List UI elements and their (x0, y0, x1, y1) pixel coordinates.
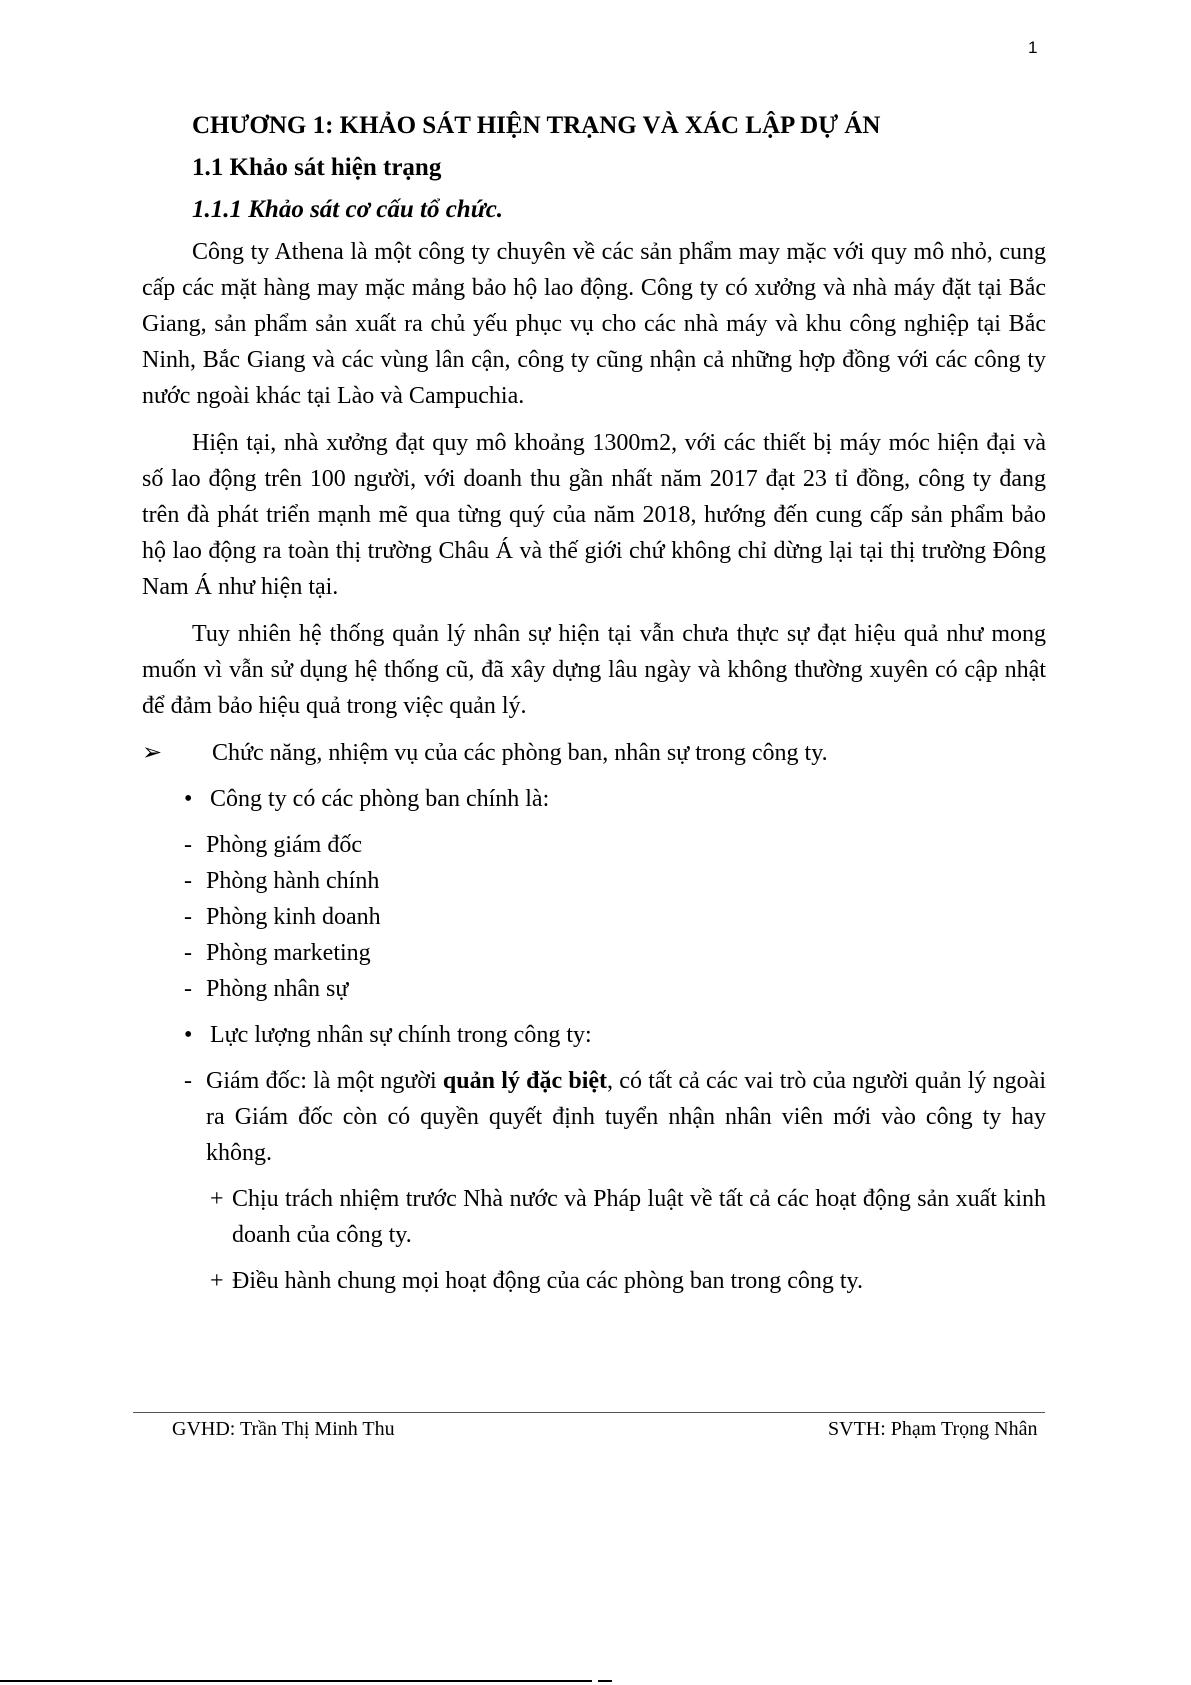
footer-divider (133, 1412, 1045, 1413)
dash-marker: - (184, 1068, 192, 1094)
page-bottom-line-short (598, 1680, 612, 1682)
dash-marker: - (184, 940, 192, 966)
arrow-list-item (142, 735, 1046, 771)
director-prefix: Giám đốc: là một người (206, 1068, 443, 1094)
department-label: Phòng marketing (206, 940, 371, 966)
bullet-personnel-text: Lực lượng nhân sự chính trong công ty: (210, 1022, 592, 1048)
plus-marker: + (210, 1186, 224, 1212)
duty-item (210, 1263, 1046, 1299)
department-item (184, 899, 1046, 935)
department-label: Phòng kinh doanh (206, 904, 381, 930)
bullet-dot-icon: • (184, 1022, 193, 1048)
director-text (206, 1063, 1046, 1171)
bullet-dot-icon: • (184, 786, 193, 812)
bullet-departments-text: Công ty có các phòng ban chính là: (210, 786, 550, 812)
paragraph-scale: Hiện tại, nhà xưởng đạt quy mô khoảng 1300m2, với các thiết bị máy móc hiện đại và số lao động trên 100 người, với doanh thu gần nhất năm 2017 đạt 23 tỉ đồng, công ty đang trên đà phát triển mạnh mẽ qua từng quý của năm 2018, hướng đến cung cấp sản phẩm bảo hộ lao động ra toàn thị trường Châu Á và thế giới chứ không chỉ dừng lại tại thị trường Đông Nam Á như hiện tại. (142, 430, 1046, 600)
duty-text: Chịu trách nhiệm trước Nhà nước và Pháp luật về tất cả các hoạt động sản xuất kinh doanh của công ty. (232, 1186, 1046, 1248)
bullet-list-item (184, 1017, 1046, 1053)
department-label: Phòng hành chính (206, 868, 380, 894)
page-bottom-line (0, 1680, 592, 1682)
chapter-title: CHƯƠNG 1: KHẢO SÁT HIỆN TRẠNG VÀ XÁC LẬP DỰ ÁN (192, 112, 881, 139)
department-item (184, 863, 1046, 899)
section-title: 1.1 Khảo sát hiện trạng (192, 154, 442, 181)
department-item (184, 935, 1046, 971)
subsection-title: 1.1.1 Khảo sát cơ cấu tổ chức. (192, 196, 504, 223)
arrow-bullet-icon: ➢ (142, 740, 163, 766)
footer-instructor: GVHD: Trần Thị Minh Thu (172, 1418, 395, 1440)
dash-marker: - (184, 832, 192, 858)
department-item (184, 971, 1046, 1007)
director-item (184, 1063, 1046, 1171)
department-item (184, 827, 1046, 863)
document-body (142, 108, 1046, 1309)
department-label: Phòng giám đốc (206, 832, 362, 858)
duty-text: Điều hành chung mọi hoạt động của các phòng ban trong công ty. (232, 1268, 863, 1294)
paragraph-issue: Tuy nhiên hệ thống quản lý nhân sự hiện tại vẫn chưa thực sự đạt hiệu quả như mong muốn vì vẫn sử dụng hệ thống cũ, đã xây dựng lâu ngày và không thường xuyên có cập nhật để đảm bảo hiệu quả trong việc quản lý. (142, 621, 1046, 719)
director-emphasis: quản lý đặc biệt (442, 1068, 608, 1094)
department-list (184, 827, 1046, 1007)
dash-marker: - (184, 868, 192, 894)
footer-student: SVTH: Phạm Trọng Nhân (828, 1418, 1038, 1440)
dash-marker: - (184, 976, 192, 1002)
arrow-item-text: Chức năng, nhiệm vụ của các phòng ban, nhân sự trong công ty. (212, 740, 828, 766)
duty-item (210, 1181, 1046, 1253)
director-suffix: , có tất cả các vai trò của người quản lý ngoài ra Giám đốc còn có quyền quyết định tuyển nhận nhân viên mới vào công ty hay không. (206, 1068, 1046, 1166)
dash-marker: - (184, 904, 192, 930)
paragraph-intro: Công ty Athena là một công ty chuyên về các sản phẩm may mặc với quy mô nhỏ, cung cấp các mặt hàng may mặc mảng bảo hộ lao động. Công ty có xưởng và nhà máy đặt tại Bắc Giang, sản phẩm sản xuất ra chủ yếu phục vụ cho các nhà máy và khu công nghiệp tại Bắc Ninh, Bắc Giang và các vùng lân cận, công ty cũng nhận cả những hợp đồng với các công ty nước ngoài khác tại Lào và Campuchia. (142, 239, 1046, 409)
plus-marker: + (210, 1268, 224, 1294)
department-label: Phòng nhân sự (206, 976, 349, 1002)
page-number: 1 (1028, 38, 1038, 57)
bullet-list-item (184, 781, 1046, 817)
